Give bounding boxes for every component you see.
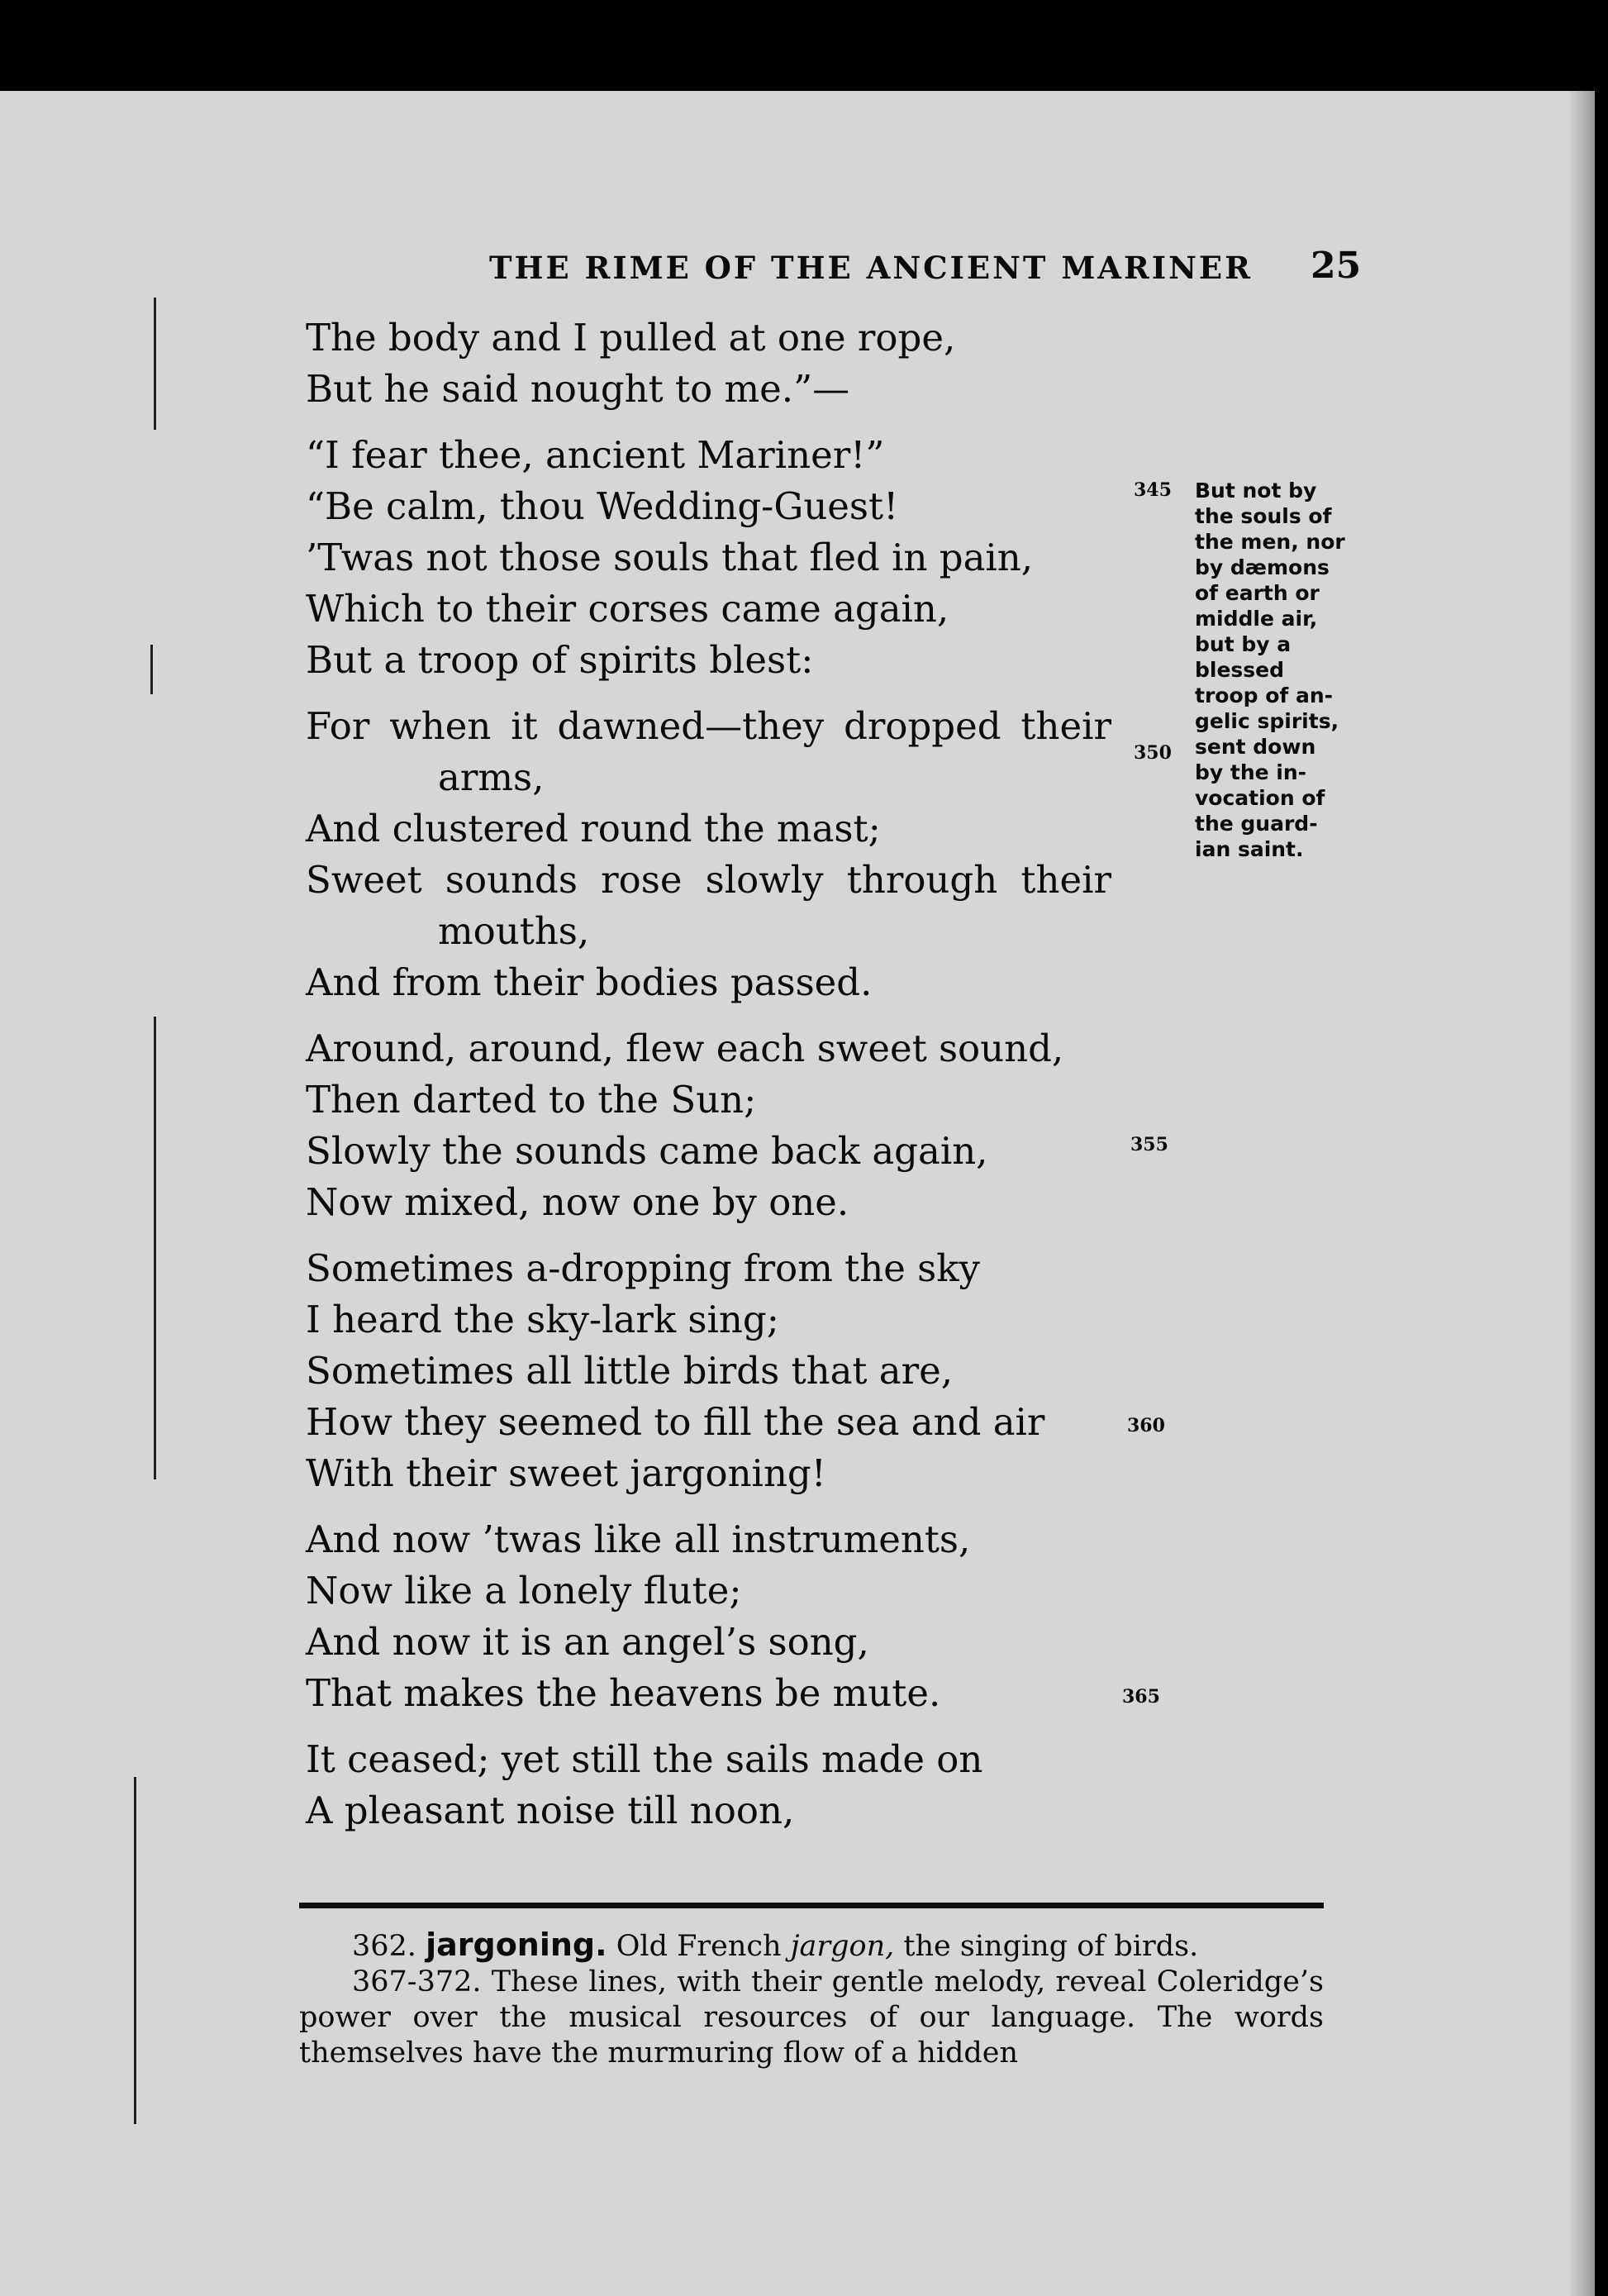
gloss-line: middle air, [1195,607,1318,631]
running-title: THE RIME OF THE ANCIENT MARINER [489,250,1253,286]
footnote [299,1965,1324,2071]
poem-line: Which to their corses came again, [306,587,949,631]
footnotes [299,1927,1324,2071]
poem-line: Around, around, flew each sweet sound, [306,1027,1064,1070]
gloss-line: sent down [1195,735,1316,759]
footnote-key: 367-372. [352,1965,482,1998]
poem-line: For when it dawned—they dropped their [306,704,1111,748]
stanza [306,312,1132,415]
poem-line: I heard the sky-lark sing; [306,1298,779,1341]
stanza [306,1734,1132,1836]
gloss-line: ian saint. [1195,837,1304,861]
poem-line: And now ’twas like all instruments, [306,1517,971,1561]
gloss-line: But not by [1195,479,1317,503]
footnote-key: 362. [352,1930,416,1963]
poem-line: How they seemed to fill the sea and air [306,1400,1045,1444]
gloss-line: troop of an- [1195,684,1334,707]
gloss-line: by the in- [1195,760,1307,784]
poem-line: “Be calm, thou Wedding-Guest! [306,484,899,528]
gloss-line: by dæmons [1195,555,1330,579]
gloss-line: but by a [1195,632,1292,656]
poem-line: Then darted to the Sun; [306,1078,757,1122]
gloss-line: the guard- [1195,812,1318,836]
poem-line: With their sweet jargoning! [306,1451,826,1495]
gloss-line: gelic spirits, [1195,709,1339,733]
poem-line: The body and I pulled at one rope, [306,316,956,360]
margin-mark [154,298,156,430]
line-number-360: 360 [1127,1415,1165,1436]
stanza [306,1023,1132,1228]
poem-line: And now it is an angel’s song, [306,1620,869,1664]
poem-text [306,312,1132,1851]
poem-line: And clustered round the mast; [306,807,881,850]
margin-mark [150,645,153,694]
poem-line: It ceased; yet still the sails made on [306,1737,983,1781]
page-number: 25 [1311,245,1362,287]
book-page [0,91,1595,2296]
poem-line: And from their bodies passed. [306,960,873,1004]
margin-mark [154,1017,156,1479]
poem-line: Sweet sounds rose slowly through their [306,858,1111,902]
poem-line: Sometimes all little birds that are, [306,1349,954,1393]
gloss-line: the men, nor [1195,530,1345,554]
page-edge-shadow [1570,91,1595,2296]
gloss-line: vocation of [1195,786,1325,810]
poem-line: Slowly the sounds came back again, [306,1129,988,1173]
footnote-term: jargoning. [426,1927,607,1963]
poem-line: Now mixed, now one by one. [306,1180,849,1224]
stanza [306,1514,1132,1719]
stanza [306,430,1132,686]
poem-line: ’Twas not those souls that fled in pain, [306,536,1034,579]
footnote-divider [299,1903,1324,1908]
marginal-gloss [1195,478,1360,862]
poem-line: “I fear thee, ancient Mariner!” [306,433,885,477]
footnote-italic: jargon, [790,1930,895,1963]
margin-mark [134,1777,136,2124]
poem-line: But a troop of spirits blest: [306,638,814,682]
line-number-355: 355 [1130,1134,1168,1155]
poem-line: But he said nought to me.”— [306,367,850,411]
poem-line: That makes the heavens be mute. [306,1671,941,1715]
poem-line: Now like a lonely flute; [306,1569,742,1612]
gloss-line: the souls of [1195,504,1332,528]
footnote-text: Old French [616,1930,782,1963]
footnote-text: the singing of birds. [903,1930,1199,1963]
stanza [306,701,1132,1008]
poem-line: A pleasant noise till noon, [306,1789,795,1832]
stanza [306,1243,1132,1499]
gloss-line: blessed [1195,658,1285,682]
footnote [299,1927,1324,1965]
poem-line-continuation: mouths, [438,909,590,953]
poem-line-continuation: arms, [438,755,545,799]
gloss-line: of earth or [1195,581,1320,605]
line-number-365: 365 [1122,1686,1160,1708]
line-number-345: 345 [1134,479,1172,501]
footnote-text: These lines, with their gentle melody, reveal Coleridge’s power over the musical resources of our language. The words themselves have the murmuring flow of a hidden [299,1965,1324,2070]
line-number-350: 350 [1134,742,1172,764]
poem-line: Sometimes a-dropping from the sky [306,1246,980,1290]
